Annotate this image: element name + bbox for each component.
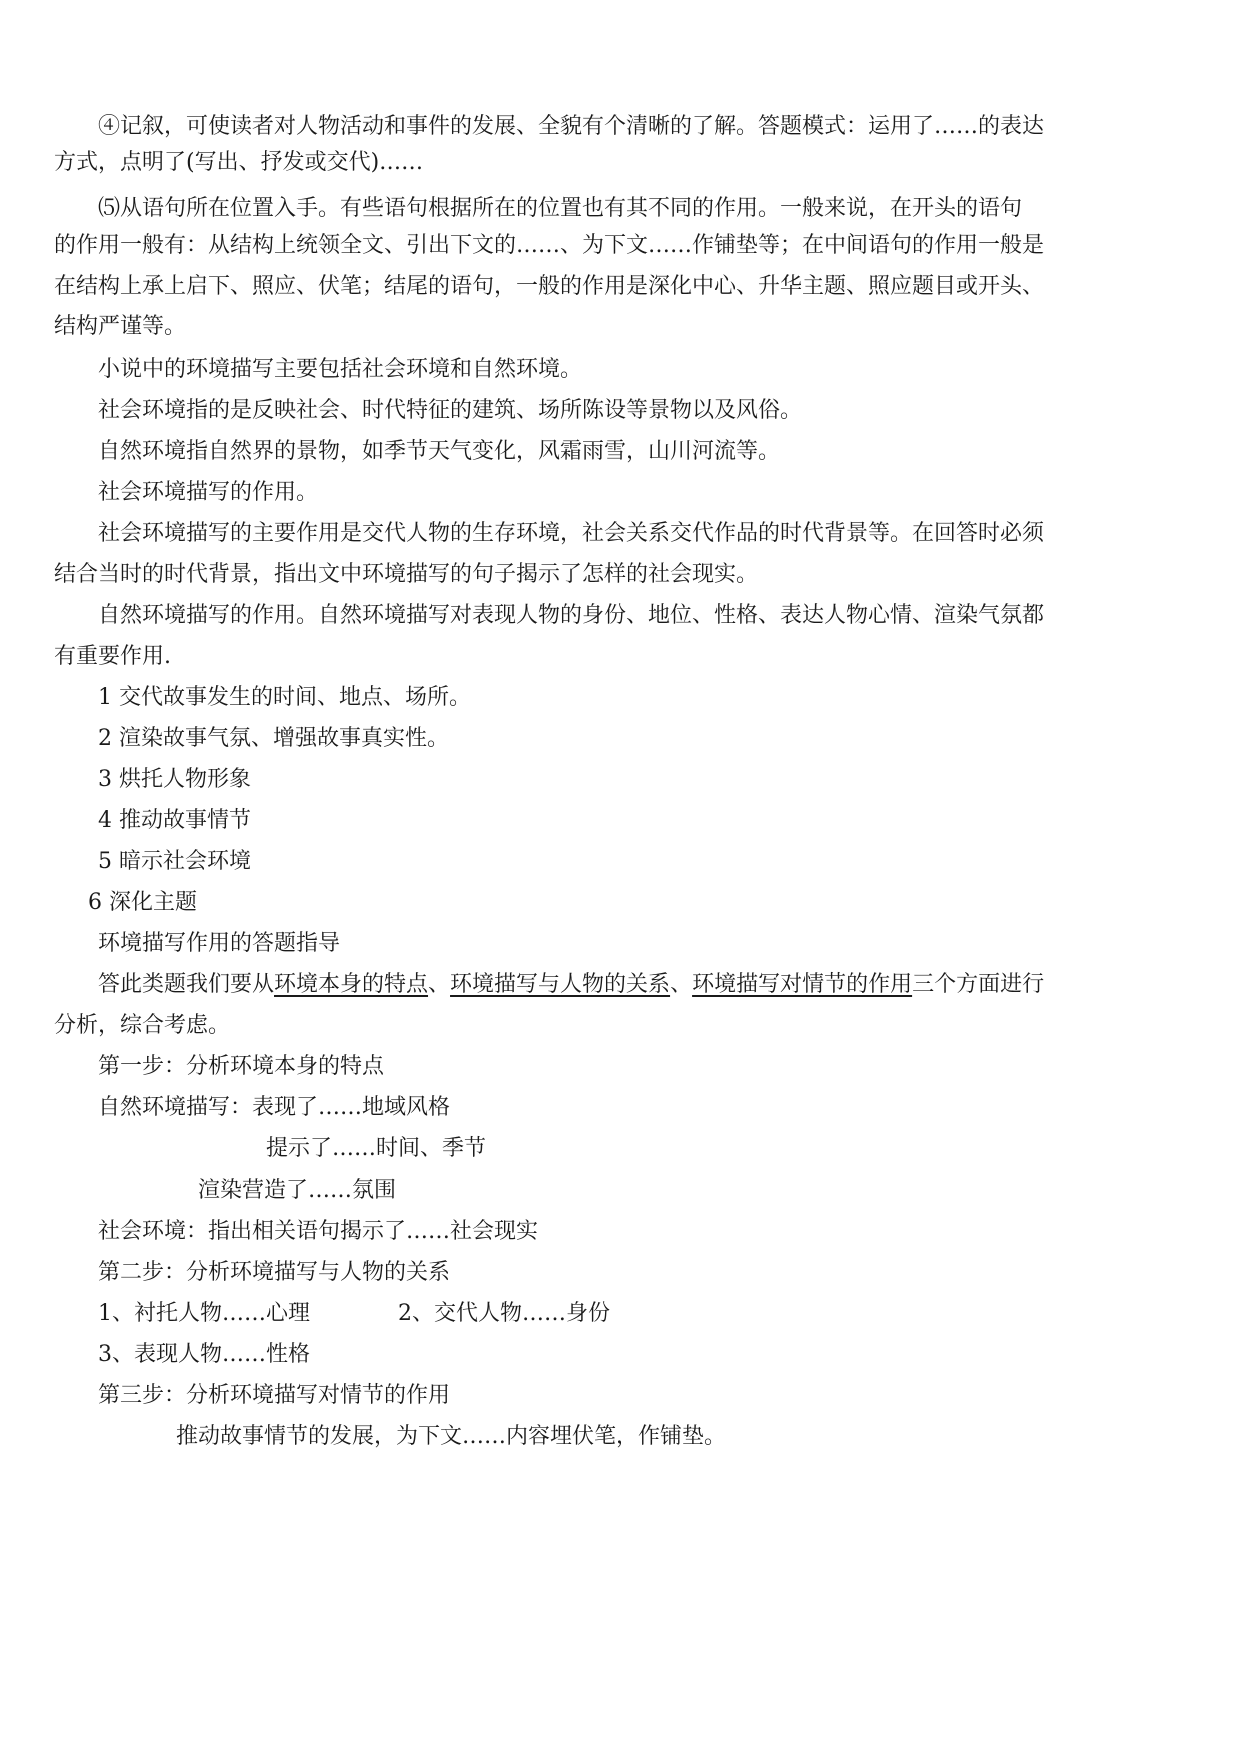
paragraph-line (98, 970, 1044, 1000)
paragraph-line: 社会环境指的是反映社会、时代特征的建筑、场所陈设等景物以及风俗。 (98, 398, 803, 423)
paragraph-line: 方式，点明了(写出、抒发或交代)…… (54, 150, 424, 175)
paragraph-line: 提示了……时间、季节 (266, 1136, 487, 1161)
paragraph-line: 自然环境描写的作用。自然环境描写对表现人物的身份、地位、性格、表达人物心情、渲染气氛都 (98, 603, 1045, 628)
underlined-phrase: 环境描写与人物的关系 (450, 972, 671, 997)
list-item: 6 深化主题 (88, 890, 197, 915)
paragraph-line: 自然环境指自然界的景物，如季节天气变化，风霜雨雪，山川河流等。 (98, 439, 781, 464)
paragraph-line: 推动故事情节的发展，为下文……内容埋伏笔，作铺垫。 (176, 1424, 727, 1449)
paragraph-line: 自然环境描写：表现了……地域风格 (98, 1095, 451, 1120)
paragraph-line: ⑸从语句所在位置入手。有些语句根据所在的位置也有其不同的作用。一般来说，在开头的语句 (98, 196, 1023, 221)
paragraph-line: 小说中的环境描写主要包括社会环境和自然环境。 (98, 357, 583, 382)
paragraph-line: 分析，综合考虑。 (54, 1013, 231, 1038)
text-run: 三个方面进行 (912, 972, 1045, 997)
step-heading: 第二步：分析环境描写与人物的关系 (98, 1260, 451, 1285)
text-run: 答此类题我们要从 (98, 972, 275, 997)
step-heading: 第三步：分析环境描写对情节的作用 (98, 1383, 451, 1408)
separator: 、 (670, 972, 693, 997)
list-item: 3 烘托人物形象 (98, 767, 251, 792)
paragraph-line: 有重要作用. (54, 644, 171, 669)
list-item: 1、衬托人物……心理 (98, 1301, 310, 1326)
list-item: 3、表现人物……性格 (98, 1342, 310, 1367)
list-item: 2、交代人物……身份 (398, 1301, 610, 1326)
list-item: 4 推动故事情节 (98, 808, 251, 833)
paragraph-line: 的作用一般有：从结构上统领全文、引出下文的……、为下文……作铺垫等；在中间语句的作用一般是 (54, 233, 1045, 258)
list-item: 1 交代故事发生的时间、地点、场所。 (98, 685, 471, 710)
paragraph-line: 在结构上承上启下、照应、伏笔；结尾的语句，一般的作用是深化中心、升华主题、照应题目或开头、 (54, 274, 1045, 299)
paragraph-line: 结合当时的时代背景，指出文中环境描写的句子揭示了怎样的社会现实。 (54, 562, 759, 587)
paragraph-line: 社会环境描写的主要作用是交代人物的生存环境，社会关系交代作品的时代背景等。在回答时必须 (98, 521, 1045, 546)
paragraph-line: 社会环境描写的作用。 (98, 480, 319, 505)
paragraph-line: 社会环境：指出相关语句揭示了……社会现实 (98, 1219, 539, 1244)
paragraph-line: ④记叙，可使读者对人物活动和事件的发展、全貌有个清晰的了解。答题模式：运用了……的表达 (98, 114, 1045, 139)
step-heading: 第一步：分析环境本身的特点 (98, 1054, 385, 1079)
list-item: 5 暗示社会环境 (98, 849, 251, 874)
underlined-phrase: 环境本身的特点 (274, 972, 429, 997)
separator: 、 (428, 972, 451, 997)
underlined-phrase: 环境描写对情节的作用 (692, 972, 913, 997)
section-heading: 环境描写作用的答题指导 (98, 931, 341, 956)
list-item: 2 渲染故事气氛、增强故事真实性。 (98, 726, 449, 751)
paragraph-line: 结构严谨等。 (54, 314, 187, 339)
paragraph-line: 渲染营造了……氛围 (198, 1178, 397, 1203)
